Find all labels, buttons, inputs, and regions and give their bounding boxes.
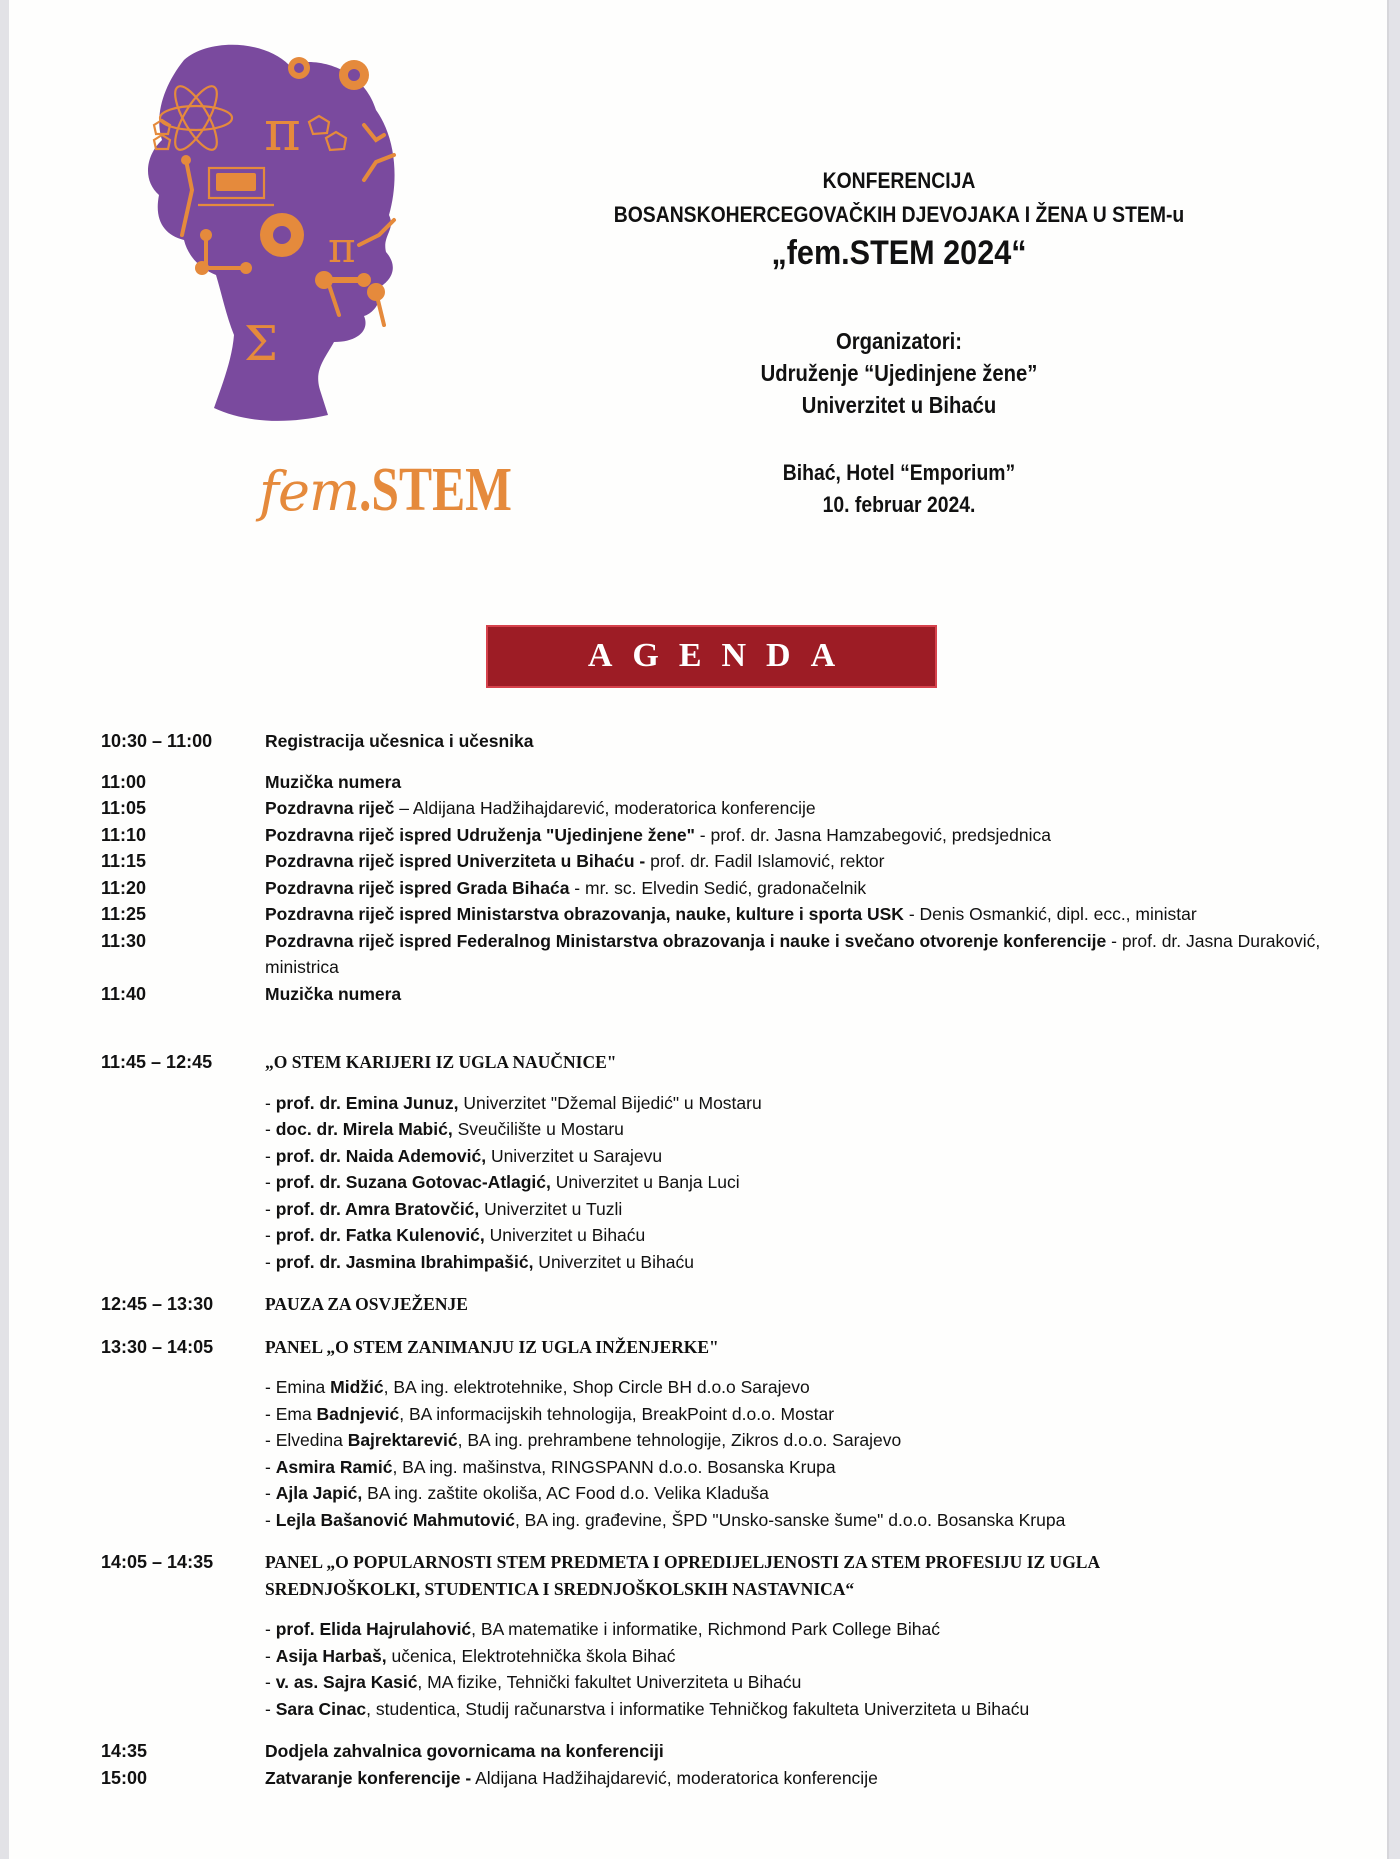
- speaker-affiliation: Univerzitet u Bihaću: [533, 1251, 694, 1272]
- logo-word-fem: fem: [259, 460, 360, 523]
- speaker-name: prof. dr. Suzana Gotovac-Atlagić,: [275, 1172, 551, 1192]
- agenda-item-speaker: - mr. sc. Elvedin Sedić, gradonačelnik: [569, 877, 867, 898]
- speaker-prefix: -: [265, 1698, 276, 1719]
- speaker-item: [265, 1643, 1341, 1670]
- speaker-item: [265, 1401, 1341, 1428]
- speaker-affiliation: BA ing. zaštite okoliša, AC Food d.o. Velika Kladuša: [362, 1483, 769, 1503]
- organizers-block: [556, 325, 1242, 421]
- agenda-time: 11:20: [101, 877, 147, 898]
- session3-title-line1: PANEL „O POPULARNOSTI STEM PREDMETA I OPREDIJELJENOSTI ZA STEM PROFESIJU IZ UGLA: [265, 1552, 1101, 1572]
- event-date: 10. februar 2024.: [822, 492, 976, 517]
- speaker-affiliation: , BA ing. elektrotehnike, Shop Circle BH d.o.o Sarajevo: [383, 1377, 810, 1397]
- agenda-row: [101, 822, 1341, 849]
- logo-wordmark: [259, 455, 550, 526]
- break-title: PAUZA ZA OSVJEŽENJE: [265, 1294, 468, 1314]
- agenda-time: 11:40: [101, 983, 147, 1004]
- agenda-time: 11:10: [101, 824, 147, 845]
- speaker-affiliation: Sveučilište u Mostaru: [452, 1119, 624, 1139]
- speaker-name: prof. dr. Amra Bratovčić,: [275, 1198, 480, 1219]
- session2-title: PANEL „O STEM ZANIMANJU IZ UGLA INŽENJERKE": [265, 1336, 719, 1357]
- header-subtitle: BOSANSKOHERCEGOVAČKIH DJEVOJAKA I ŽENA U STEM-u: [613, 202, 1185, 227]
- agenda-row: [101, 875, 1341, 902]
- agenda-row: [101, 848, 1341, 875]
- speaker-prefix: -: [265, 1619, 276, 1639]
- agenda-row-break: [101, 1291, 1341, 1318]
- agenda-item-speaker: Aldijana Hadžihajdarević, moderatorica konferencije: [471, 1767, 878, 1788]
- agenda-description: [265, 1765, 1341, 1792]
- speaker-prefix: -: [265, 1483, 276, 1503]
- agenda-item-speaker: - Denis Osmankić, dipl. ecc., ministar: [903, 904, 1197, 924]
- speaker-name: prof. dr. Jasmina Ibrahimpašić,: [275, 1251, 534, 1272]
- agenda-row: [101, 981, 1341, 1008]
- event-location: Bihać, Hotel “Emporium”: [782, 460, 1016, 485]
- speaker-prefix: -: [265, 1672, 276, 1692]
- agenda-time: 15:00: [101, 1767, 148, 1788]
- agenda-item-title: Pozdravna riječ ispred Udruženja "Ujedinjene žene": [265, 824, 695, 845]
- agenda-row: [101, 1738, 1341, 1765]
- speaker-name: Asmira Ramić: [275, 1456, 393, 1477]
- speaker-prefix: -: [265, 1225, 276, 1245]
- speaker-affiliation: , BA ing. mašinstva, RINGSPANN d.o.o. Bosanska Krupa: [392, 1456, 836, 1477]
- viewer-edge-left: [0, 0, 9, 1859]
- agenda-time: 14:35: [101, 1741, 148, 1761]
- agenda-item-title: Muzička numera: [265, 771, 402, 792]
- agenda-item-title: Pozdravna riječ ispred Federalnog Ministarstva obrazovanja i nauke i svečano otvorenje konferencije: [265, 930, 1107, 951]
- speaker-item: [265, 1116, 1341, 1143]
- speaker-affiliation: Univerzitet u Tuzli: [479, 1198, 623, 1219]
- agenda-description: [265, 822, 1341, 849]
- speaker-prefix: -: [265, 1119, 276, 1139]
- agenda-description: [265, 769, 1341, 796]
- speaker-item: [265, 1374, 1341, 1401]
- agenda-time: 11:05: [101, 798, 147, 818]
- agenda-description: [265, 1738, 1341, 1765]
- speaker-item: [265, 1090, 1341, 1117]
- agenda-time: 14:05 – 14:35: [101, 1552, 214, 1572]
- agenda-time: 10:30 – 11:00: [101, 731, 213, 751]
- agenda-time: 12:45 – 13:30: [101, 1294, 214, 1314]
- organizer-2: Univerzitet u Bihaću: [801, 392, 997, 418]
- speaker-affiliation: , BA ing. građevine, ŠPD "Unsko-sanske šume" d.o.o. Bosanska Krupa: [514, 1509, 1066, 1530]
- speaker-item: [265, 1196, 1341, 1223]
- agenda-description: [265, 848, 1341, 875]
- session3-speakers: [101, 1616, 1341, 1722]
- agenda-item-title: Pozdravna riječ ispred Ministarstva obrazovanja, nauke, kulture i sporta USK: [265, 904, 904, 924]
- agenda-time: 11:30: [101, 930, 147, 951]
- speaker-prefix: -: [265, 1145, 276, 1166]
- speaker-affiliation: Univerzitet u Sarajevu: [486, 1145, 663, 1166]
- agenda-item-speaker: – Aldijana Hadžihajdarević, moderatorica konferencije: [394, 798, 816, 818]
- speaker-name: prof. dr. Fatka Kulenović,: [275, 1225, 485, 1245]
- speaker-item: [265, 1454, 1341, 1481]
- speaker-item: [265, 1143, 1341, 1170]
- agenda-row-session2: [101, 1334, 1341, 1361]
- agenda-time: 11:15: [101, 851, 147, 871]
- speaker-affiliation: , BA ing. prehrambene tehnologije, Zikros d.o.o. Sarajevo: [457, 1430, 902, 1450]
- agenda-item-title: Pozdravna riječ ispred Univerziteta u Bihaću -: [265, 851, 646, 871]
- agenda-time: 13:30 – 14:05: [101, 1336, 214, 1357]
- speaker-name: Lejla Bašanović Mahmutović: [275, 1509, 515, 1530]
- agenda-description: [265, 928, 1341, 981]
- agenda-item-speaker: - prof. dr. Jasna Hamzabegović, predsjednica: [694, 824, 1051, 845]
- speaker-name: prof. Elida Hajrulahović: [275, 1619, 472, 1639]
- speaker-prefix: -: [265, 1092, 276, 1113]
- speaker-name: Midžić: [330, 1377, 384, 1397]
- location-date-block: [556, 457, 1242, 521]
- session3-title: [265, 1549, 1341, 1602]
- speaker-prefix: - Emina: [265, 1377, 331, 1397]
- header-conference-label: KONFERENCIJA: [822, 168, 976, 193]
- speaker-item: [265, 1669, 1341, 1696]
- agenda-description: [265, 875, 1341, 902]
- organizers-label: Organizatori:: [836, 328, 962, 354]
- speaker-name: Asija Harbaš,: [275, 1645, 387, 1666]
- speaker-name: v. as. Sajra Kasić: [275, 1672, 418, 1692]
- speaker-name: Ajla Japić,: [275, 1483, 363, 1503]
- agenda-description: [265, 981, 1341, 1008]
- agenda-time: 11:25: [101, 904, 147, 924]
- closing-section: [101, 1738, 1341, 1791]
- agenda-row: [101, 1765, 1341, 1792]
- agenda-banner: AGENDA: [486, 625, 937, 688]
- document-page: [9, 0, 1387, 1859]
- agenda-time: 11:45 – 12:45: [101, 1052, 213, 1072]
- speaker-prefix: - Elvedina: [265, 1430, 348, 1450]
- speaker-item: [265, 1616, 1341, 1643]
- agenda-item-title: Dodjela zahvalnica govornicama na konferenciji: [265, 1741, 664, 1761]
- fem-stem-logo: [114, 30, 513, 524]
- svg-text:π: π: [264, 99, 301, 164]
- session1-speakers: [101, 1090, 1341, 1276]
- session2-speakers: [101, 1374, 1341, 1533]
- agenda-item-speaker: - prof. dr. Jasna Duraković, ministrica: [265, 930, 1321, 977]
- opening-section: [101, 769, 1341, 1008]
- speaker-name: prof. dr. Naida Ademović,: [275, 1145, 487, 1166]
- speaker-prefix: -: [265, 1251, 276, 1272]
- speaker-item: [265, 1169, 1341, 1196]
- speaker-affiliation: učenica, Elektrotehnička škola Bihać: [386, 1645, 676, 1666]
- agenda-description: [265, 901, 1341, 928]
- speaker-affiliation: Univerzitet u Bihaću: [484, 1225, 646, 1245]
- speaker-name: prof. dr. Emina Junuz,: [275, 1092, 459, 1113]
- agenda-item-title: Pozdravna riječ ispred Grada Bihaća: [265, 877, 570, 898]
- agenda-row-session3: [101, 1549, 1341, 1602]
- agenda-row: [101, 901, 1341, 928]
- speaker-prefix: -: [265, 1509, 276, 1530]
- header-event-name: „fem.STEM 2024“: [771, 234, 1027, 272]
- speaker-prefix: -: [265, 1198, 276, 1219]
- agenda-item-title: Zatvaranje konferencije -: [265, 1767, 472, 1788]
- organizer-1: Udruženje “Ujedinjene žene”: [760, 360, 1038, 386]
- speaker-affiliation: , studentica, Studij računarstva i informatike Tehničkog fakulteta Univerziteta u Bihaću: [366, 1698, 1030, 1719]
- logo-word-stem: .STEM: [359, 456, 513, 524]
- speaker-prefix: -: [265, 1645, 276, 1666]
- agenda-time: 11:00: [101, 771, 147, 792]
- woman-silhouette-icon: [114, 30, 444, 440]
- agenda-item-title: Pozdravna riječ: [265, 798, 395, 818]
- svg-text:Σ: Σ: [244, 316, 278, 372]
- agenda-row: [101, 769, 1341, 796]
- agenda-item-title: Muzička numera: [265, 983, 402, 1004]
- speaker-item: [265, 1696, 1341, 1723]
- speaker-item: [265, 1480, 1341, 1507]
- speaker-name: Badnjević: [316, 1403, 400, 1424]
- svg-text:π: π: [328, 223, 356, 272]
- agenda-row-registration: [101, 728, 1341, 755]
- speaker-affiliation: , BA matematike i informatike, Richmond Park College Bihać: [471, 1619, 940, 1639]
- agenda-row: [101, 795, 1341, 822]
- agenda-row: [101, 928, 1341, 981]
- speaker-prefix: - Ema: [265, 1403, 317, 1424]
- agenda-list: [101, 728, 1341, 1791]
- speaker-name: doc. dr. Mirela Mabić,: [275, 1119, 453, 1139]
- speaker-prefix: -: [265, 1172, 276, 1192]
- speaker-name: Sara Cinac: [275, 1698, 367, 1719]
- speaker-affiliation: Univerzitet u Banja Luci: [550, 1172, 740, 1192]
- speaker-name: Bajrektarević: [347, 1430, 458, 1450]
- agenda-title: Registracija učesnica i učesnika: [265, 731, 534, 751]
- speaker-prefix: -: [265, 1456, 276, 1477]
- speaker-affiliation: Univerzitet "Džemal Bijedić" u Mostaru: [458, 1092, 762, 1113]
- speaker-item: [265, 1249, 1341, 1276]
- viewer-edge-right: [1387, 0, 1400, 1859]
- speaker-item: [265, 1427, 1341, 1454]
- agenda-description: [265, 795, 1341, 822]
- agenda-row-session1: [101, 1049, 1341, 1076]
- conference-header: [509, 168, 1289, 521]
- speaker-item: [265, 1222, 1341, 1249]
- agenda-item-speaker: prof. dr. Fadil Islamović, rektor: [645, 851, 885, 871]
- speaker-item: [265, 1507, 1341, 1534]
- speaker-affiliation: , BA informacijskih tehnologija, BreakPoint d.o.o. Mostar: [399, 1403, 835, 1424]
- speaker-affiliation: , MA fizike, Tehnički fakultet Univerziteta u Bihaću: [417, 1672, 802, 1692]
- session3-title-line2: SREDNJOŠKOLKI, STUDENTICA I SREDNJOŠKOLSKIH NASTAVNICA“: [265, 1578, 855, 1599]
- session1-title: „O STEM KARIJERI IZ UGLA NAUČNICE": [265, 1052, 617, 1072]
